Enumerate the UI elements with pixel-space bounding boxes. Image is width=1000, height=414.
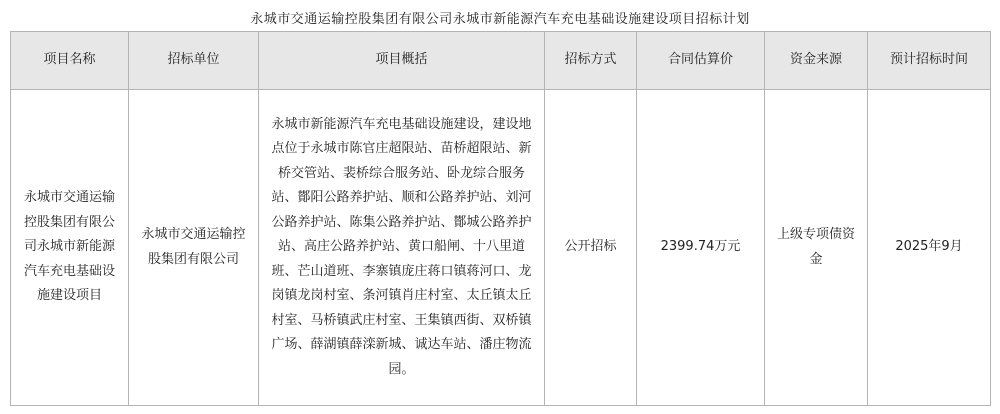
- header-fund-source: 资金来源: [765, 32, 868, 90]
- header-tender-time: 预计招标时间: [868, 32, 991, 90]
- table-row: [11, 90, 991, 406]
- cell-fund-source: 上级专项债资金: [765, 90, 868, 406]
- cell-project-summary: 永城市新能源汽车充电基础设施建设，建设地点位于永城市陈官庄超限站、苗桥超限站、新桥交管站、裴桥综合服务站、卧龙综合服务站、鄼阳公路养护站、顺和公路养护站、刘河公路养护站、陈集公路养护站、鄼城公路养护站、高庄公路养护站、黄口船闸、十八里道班、芒山道班、李寨镇庞庄蒋口镇蒋河口、龙岗镇龙岗村室、条河镇肖庄村室、太丘镇太丘村室、马桥镇武庄村室、王集镇西街、双桥镇广场、薛湖镇薛滦新城、诚达车站、潘庄物流园。: [259, 90, 545, 406]
- cell-estimated-price: 2399.74万元: [637, 90, 765, 406]
- cell-tender-unit: 永城市交通运输控股集团有限公司: [129, 90, 259, 406]
- header-tender-method: 招标方式: [545, 32, 637, 90]
- table-header-row: [11, 32, 991, 90]
- cell-project-name: 永城市交通运输控股集团有限公司永城市新能源汽车充电基础设施建设项目: [11, 90, 129, 406]
- cell-tender-time: 2025年9月: [868, 90, 991, 406]
- header-project-name: 项目名称: [11, 32, 129, 90]
- cell-tender-method: 公开招标: [545, 90, 637, 406]
- header-tender-unit: 招标单位: [129, 32, 259, 90]
- header-project-summary: 项目概括: [259, 32, 545, 90]
- header-estimated-price: 合同估算价: [637, 32, 765, 90]
- tender-plan-table: [10, 31, 991, 406]
- document-title: 永城市交通运输控股集团有限公司永城市新能源汽车充电基础设施建设项目招标计划: [250, 12, 750, 27]
